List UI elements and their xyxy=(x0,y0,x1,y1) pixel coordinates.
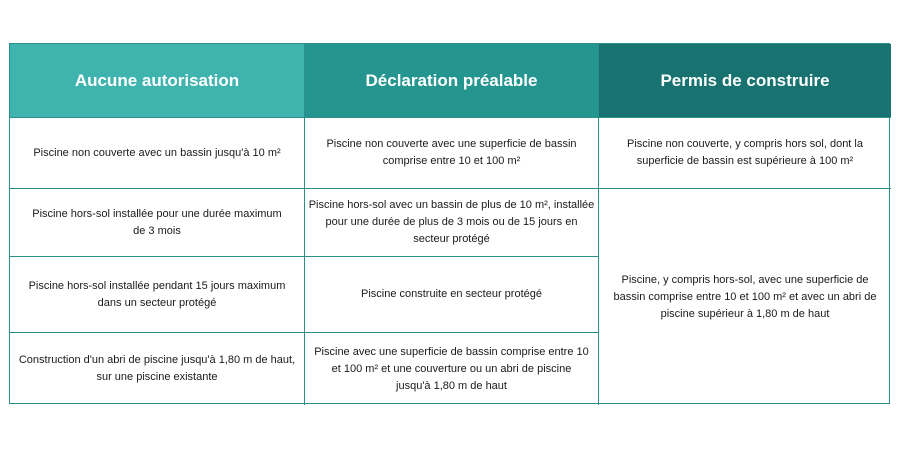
table-cell: Construction d'un abri de piscine jusqu'à 1,80 m de haut, sur une piscine existante xyxy=(10,332,304,405)
table-cell: Piscine hors-sol installée pendant 15 jours maximum dans un secteur protégé xyxy=(10,256,304,332)
table-cell: Piscine non couverte, y compris hors sol, dont la superficie de bassin est supérieure à 100 m² xyxy=(598,117,891,188)
table-cell: Piscine non couverte avec un bassin jusqu'à 10 m² xyxy=(10,117,304,188)
merged-table-cell: Piscine, y compris hors-sol, avec une superficie de bassin comprise entre 10 et 100 m² et avec un abri de piscine supérieur à 1,80 m de haut xyxy=(598,188,891,405)
header-aucune-autorisation: Aucune autorisation xyxy=(10,44,304,117)
authorization-table xyxy=(9,43,890,404)
table-cell: Piscine hors-sol avec un bassin de plus de 10 m², installée pour une durée de plus de 3 mois ou de 15 jours en secteur protégé xyxy=(304,188,598,256)
table-cell: Piscine construite en secteur protégé xyxy=(304,256,598,332)
table-cell: Piscine avec une superficie de bassin comprise entre 10 et 100 m² et une couverture ou un abri de piscine jusqu'à 1,80 m de haut xyxy=(304,332,598,405)
table-cell: Piscine hors-sol installée pour une durée maximum de 3 mois xyxy=(10,188,304,256)
header-declaration-prealable: Déclaration préalable xyxy=(304,44,598,117)
table-cell: Piscine non couverte avec une superficie de bassin comprise entre 10 et 100 m² xyxy=(304,117,598,188)
header-permis-de-construire: Permis de construire xyxy=(598,44,891,117)
